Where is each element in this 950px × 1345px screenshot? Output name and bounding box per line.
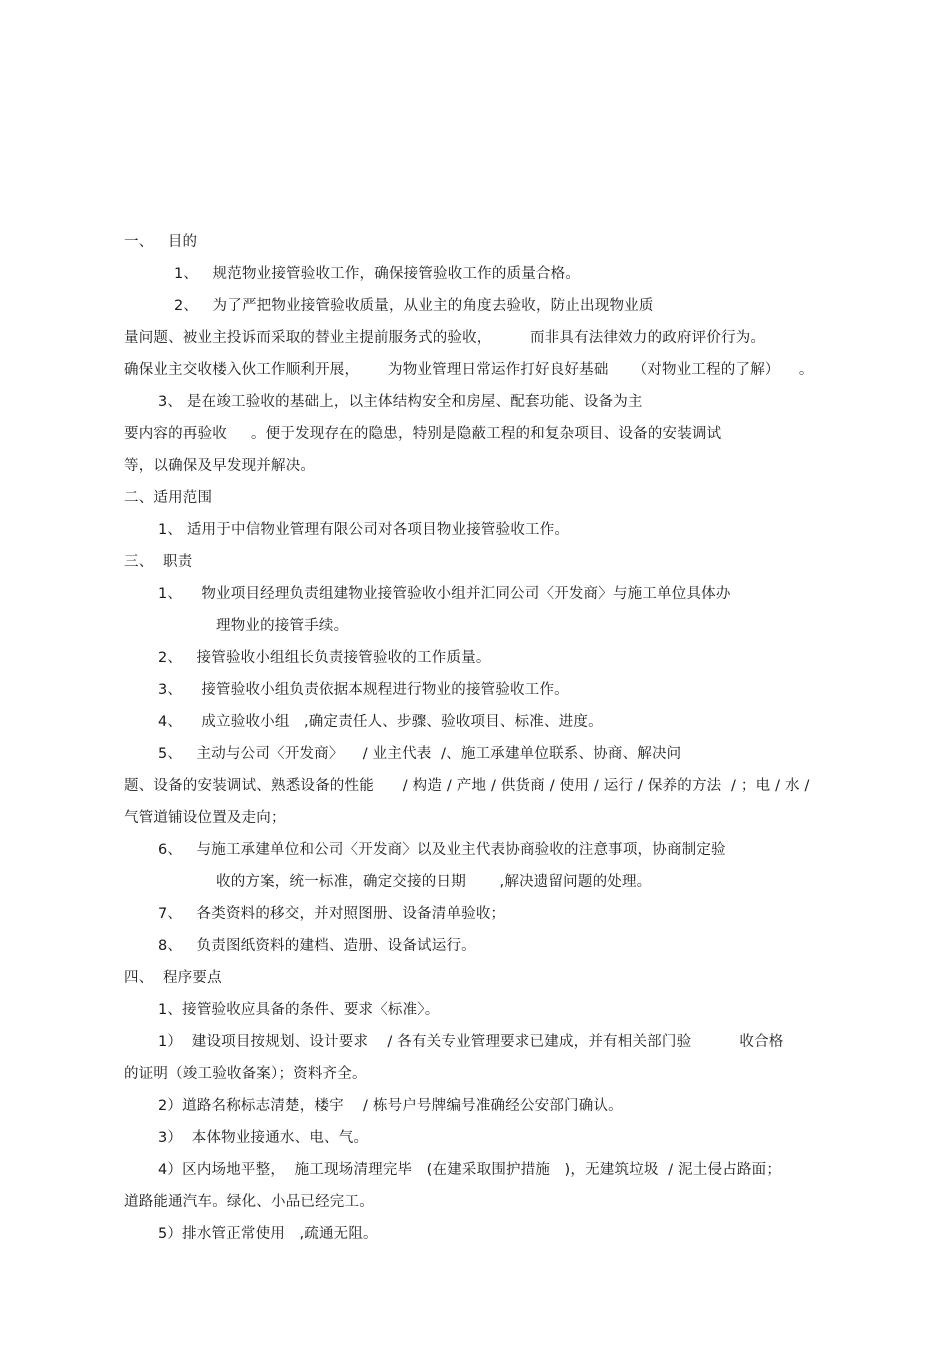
paragraph-line: 题、设备的安装调试、熟悉设备的性能 / 构造 / 产地 / 供货商 / 使用 / 运行 / 保养的方法 / ；电 / 水 /	[124, 778, 810, 794]
paragraph-line: 确保业主交收楼入伙工作顺利开展， 为物业管理日常运作打好良好基础 （对物业工程的了解） 。	[124, 362, 814, 378]
paragraph-line: 气管道铺设位置及走向；	[124, 810, 286, 826]
paragraph-line: 6、 与施工承建单位和公司〈开发商〉以及业主代表协商验收的注意事项，协商制定验	[158, 842, 726, 858]
paragraph-line: 3） 本体物业接通水、电、气。	[158, 1130, 369, 1146]
paragraph-line: 2、 为了严把物业接管验收质量，从业主的角度去验收，防止出现物业质	[174, 298, 654, 314]
paragraph-line: 2、 接管验收小组组长负责接管验收的工作质量。	[158, 650, 491, 666]
paragraph-line: 7、 各类资料的移交，并对照图册、设备清单验收；	[158, 906, 506, 922]
paragraph-line: 1、 物业项目经理负责组建物业接管验收小组并汇同公司〈开发商〉与施工单位具体办	[158, 586, 731, 602]
paragraph-line: 等，以确保及早发现并解决。	[124, 458, 316, 474]
paragraph-line: 3、 是在竣工验收的基础上，以主体结构安全和房屋、配套功能、设备为主	[158, 394, 643, 410]
paragraph-line: 1、 适用于中信物业管理有限公司对各项目物业接管验收工作。	[158, 522, 570, 538]
paragraph-line: 4、 成立验收小组 ,确定责任人、步骤、验收项目、标准、进度。	[158, 714, 603, 730]
paragraph-line: 收的方案，统一标准，确定交接的日期 ,解决遗留问题的处理。	[216, 874, 652, 890]
paragraph-line: 的证明（竣工验收备案）；资料齐全。	[124, 1066, 367, 1082]
paragraph-line: 1） 建设项目按规划、设计要求 / 各有关专业管理要求已建成，并有相关部门验 收合格	[158, 1034, 784, 1050]
paragraph-line: 8、 负责图纸资料的建档、造册、设备试运行。	[158, 938, 476, 954]
paragraph-line: 5）排水管正常使用 ,疏通无阻。	[158, 1226, 378, 1242]
paragraph-line: 1、 规范物业接管验收工作，确保接管验收工作的质量合格。	[174, 266, 581, 282]
section-heading-purpose: 一、 目的	[124, 234, 198, 250]
section-heading-duties: 三、 职责	[124, 554, 193, 570]
paragraph-line: 1、接管验收应具备的条件、要求〈标准〉。	[158, 1002, 440, 1018]
section-heading-scope: 二、适用范围	[124, 490, 213, 506]
paragraph-line: 4）区内场地平整， 施工现场清理完毕 (在建采取围护措施 )，无建筑垃圾 / 泥土侵占路面；	[158, 1162, 782, 1178]
paragraph-line: 要内容的再验收 。便于发现存在的隐患，特别是隐蔽工程的和复杂项目、设备的安装调试	[124, 426, 722, 442]
paragraph-line: 3、 接管验收小组负责依据本规程进行物业的接管验收工作。	[158, 682, 569, 698]
section-heading-procedure: 四、 程序要点	[124, 970, 222, 986]
paragraph-line: 理物业的接管手续。	[216, 618, 349, 634]
paragraph-line: 量问题、被业主投诉而采取的替业主提前服务式的验收， 而非具有法律效力的政府评价行为。	[124, 330, 766, 346]
paragraph-line: 道路能通汽车。绿化、小品已经完工。	[124, 1194, 374, 1210]
paragraph-line: 5、 主动与公司〈开发商〉 / 业主代表 /、施工承建单位联系、协商、解决问	[158, 746, 682, 762]
paragraph-line: 2）道路名称标志清楚，楼宇 / 栋号户号牌编号准确经公安部门确认。	[158, 1098, 623, 1114]
